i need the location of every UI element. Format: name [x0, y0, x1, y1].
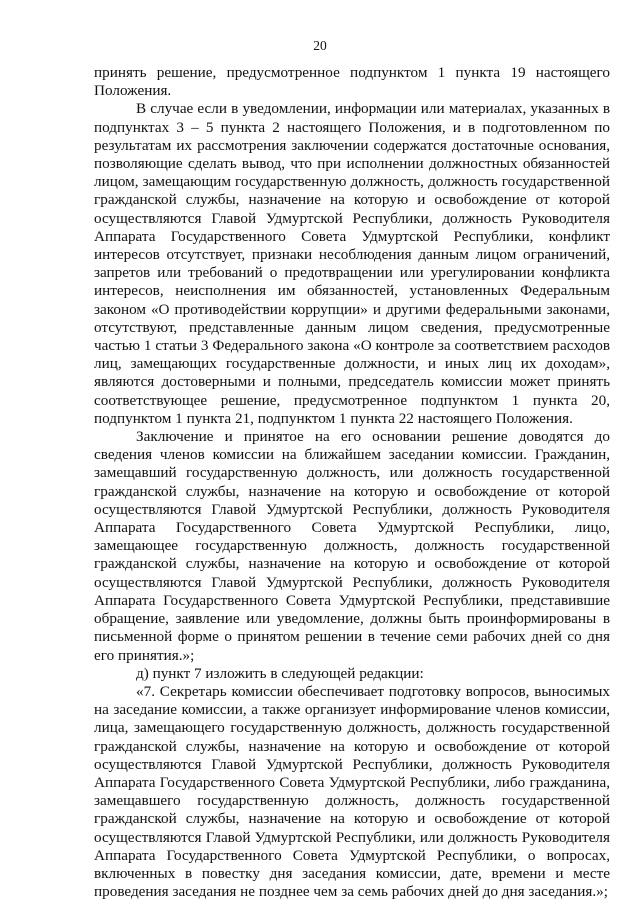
document-body — [94, 64, 610, 901]
paragraph-conclusion-notification: Заключение и принятое на его основании решение доводятся до сведения членов комиссии на ближайшем заседании комиссии. Гражданин, замещавший государственную должность, или должность государственной гражданской службы, назначение на которую и освобождение от которой осуществляются Главой Удмуртской Республики, должность Руководителя Аппарата Государственного Совета Удмуртской Республики, лицо, замещающее государственную должность, должность государственной гражданской службы, назначение на которую и освобождение от которой осуществляются Главой Удмуртской Республики, должность Руководителя Аппарата Государственного Совета Удмуртской Республики, представившие обращение, заявление или уведомление, должны быть проинформированы в письменной форме о принятом решении в течение семи рабочих дней со дня его принятия.»; — [94, 428, 610, 664]
page-number: 20 — [313, 38, 327, 53]
paragraph-continuation: принять решение, предусмотренное подпунктом 1 пункта 19 настоящего Положения. — [94, 64, 610, 100]
paragraph-item-d: д) пункт 7 изложить в следующей редакции: — [136, 664, 424, 682]
paragraph-item-7: «7. Секретарь комиссии обеспечивает подготовку вопросов, выносимых на заседание комиссии, а также организует информирование членов комиссии, лица, замещающего государственную должность, должность государственной гражданской службы, назначение на которую и освобождение от которой осуществляются Главой Удмуртской Республики, должность Руководителя Аппарата Государственного Совета Удмуртской Республики, либо гражданина, замещавшего государственную должность, должность государственной гражданской службы, назначение на которую и освобождение от которой осуществляются Главой Удмуртской Республики, или должность Руководителя Аппарата Государственного Совета Удмуртской Республики, о вопросах, включенных в повестку дня заседания комиссии, дате, времени и месте проведения заседания не позднее чем за семь рабочих дней до дня заседания.»; — [94, 682, 610, 901]
paragraph-conflict-of-interest: В случае если в уведомлении, информации или материалах, указанных в подпунктах 3 – 5 пункта 2 настоящего Положения, и в подготовленном по результатам их рассмотрения заключении содержатся достаточные основания, позволяющие сделать вывод, что при исполнении должностных обязанностей лицом, замещающим государственную должность, должность государственной гражданской службы, назначение на которую и освобождение от которой осуществляются Главой Удмуртской Республики, должность Руководителя Аппарата Государственного Совета Удмуртской Республики, конфликт интересов отсутствует, признаки несоблюдения данным лицом ограничений, запретов или требований о предотвращении или урегулировании конфликта интересов, неисполнения им обязанностей, установленных Федеральным законом «О противодействии коррупции» и другими федеральными законами, отсутствуют, представленные данным лицом сведения, предусмотренные частью 1 статьи 3 Федерального закона «О контроле за соответствием расходов лиц, замещающих государственные должности, и иных лиц их доходам», являются достоверными и полными, председатель комиссии может принять соответствующее решение, предусмотренное подпунктом 1 пункта 20, подпунктом 1 пункта 21, подпунктом 1 пункта 22 настоящего Положения. — [94, 100, 610, 427]
